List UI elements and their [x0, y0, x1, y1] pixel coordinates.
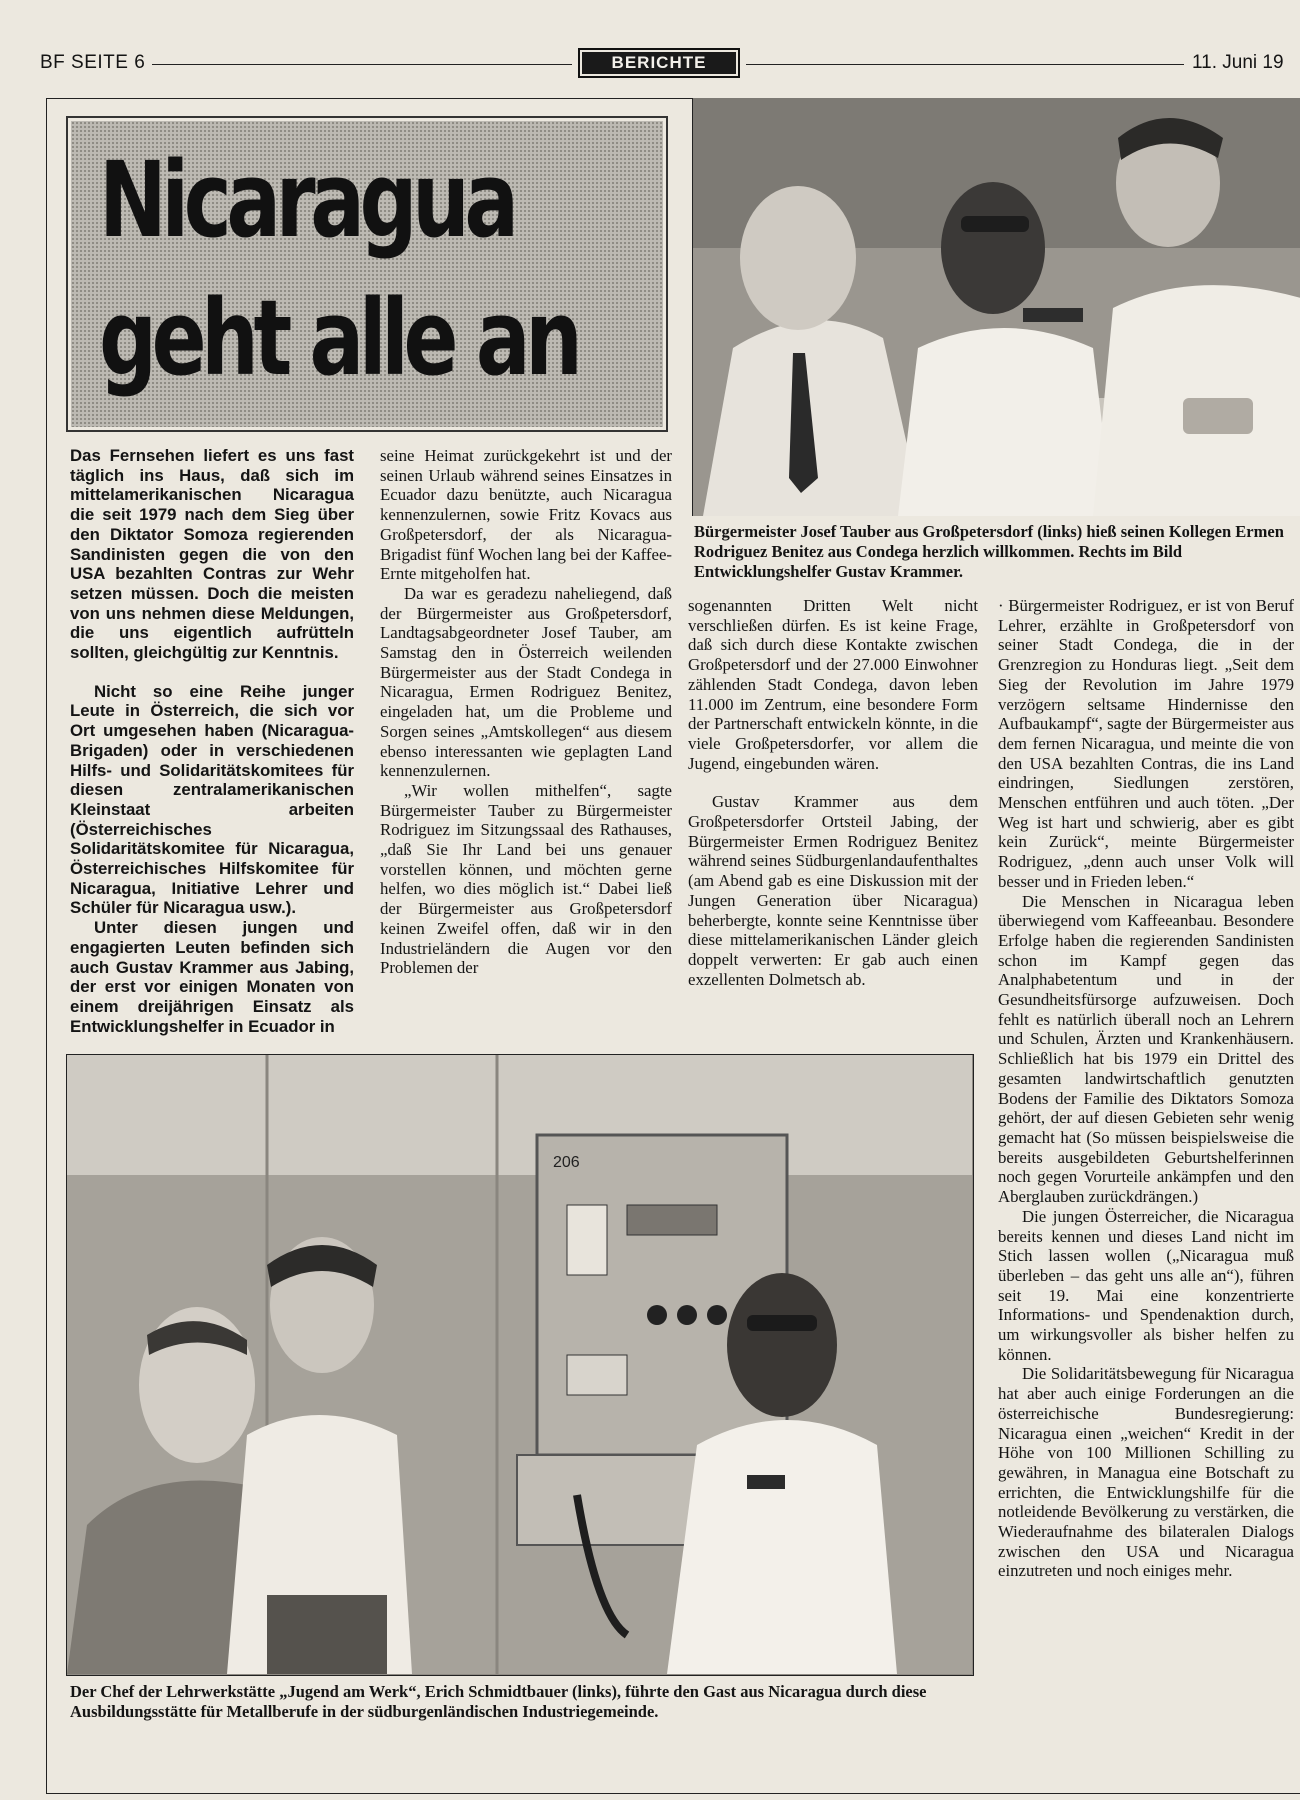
paragraph: sogenannten Dritten Welt nicht verschließen dürfen. Es ist keine Frage, daß sich durch diese Kontakte zwischen Großpetersdorf und der 27.000 Einwohner zählenden Stadt Condega, davon leben 11.000 im Zentrum, eine besondere Form der Partnerschaft entwickeln könnte, in die viele Großpetersdorfer, vor allem die Jugend, eingebunden wären. — [688, 596, 978, 773]
headline-screen — [71, 121, 663, 427]
issue-date: 11. Juni 19 — [1192, 52, 1284, 73]
paragraph: Die jungen Österreicher, die Nicaragua bereits kennen und dieses Land nicht im Stich lassen wollen („Nicaragua muß überleben – das geht uns alle an“), führen seit 19. Mai eine konzentrierte Informations- und Spendenaktion durch, um wirkungsvoller als bisher helfen zu können. — [998, 1206, 1294, 1364]
section-badge — [578, 48, 740, 78]
article-column-4 — [998, 596, 1294, 1581]
photo-caption-bottom: Der Chef der Lehrwerkstätte „Jugend am Werk“, Erich Schmidtbauer (links), führte den Gast aus Nicaragua durch diese Ausbildungsstätte für Metallberufe in der südburgenländischen Industriegemeinde. — [70, 1682, 927, 1721]
photo-icon — [67, 1055, 972, 1674]
paragraph: Da war es geradezu naheliegend, daß der Bürgermeister aus Großpetersdorf, Landtagsabgeordneter Josef Tauber, am Samstag den in Österreich weilenden Bürgermeister aus der Stadt Condega in Nicaragua, Ermen Rodriguez Benitez, eingeladen hat, um die Probleme und Sorgen seines „Amtskollegen“ aus diesem ebenso interessanten wie geplagten Land kennenzulernen. — [380, 583, 672, 781]
photo-caption-top: Bürgermeister Josef Tauber aus Großpetersdorf (links) hieß seinen Kollegen Ermen Rodriguez Benitez aus Condega herzlich willkommen. Rechts im Bild Entwicklungshelfer Gustav Krammer. — [694, 522, 1284, 581]
article-column-3 — [688, 596, 978, 989]
paragraph: Nicht so eine Reihe junger Leute in Österreich, die sich vor Ort umgesehen haben (Nicaragua-Brigaden) oder in verschiedenen Hilfs- und Solidaritätskomitees für diesen zentralamerikanischen Kleinstaat arbeiten (Österreichisches Solidaritätskomitee für Nicaragua, Österreichisches Hilfskomitee für Nicaragua, Initiative Lehrer und Schüler für Nicaragua usw.). — [70, 681, 354, 918]
article-lead — [70, 446, 354, 1036]
header-rule-right — [746, 64, 1184, 65]
photo-icon — [693, 98, 1300, 516]
article-column-2 — [380, 446, 672, 978]
paragraph: „Wir wollen mithelfen“, sagte Bürgermeister Tauber zu Bürgermeister Rodriguez im Sitzungssaal des Rathauses, „daß Sie Ihr Land bei uns genauer vorstellen können, und möchten gerne helfen, wo dies möglich ist.“ Dabei ließ der Bürgermeister aus Großpetersdorf keinen Zweifel offen, daß wir in den Industrieländern die Augen vor den Problemen der — [380, 780, 672, 978]
paragraph: · Bürgermeister Rodriguez, er ist von Beruf Lehrer, erzählte in Großpetersdorf von seiner Stadt Condega, die in der Grenzregion zu Honduras liegt. „Seit dem Sieg der Revolution im Jahre 1979 verzögern seltsame Hindernisse den Aufbaukampf“, sagte der Bürgermeister aus dem fernen Nicaragua, und meinte die von den USA bezahlten Contras, die ins Land eindringen, Siedlungen zerstören, Menschen entführen und auch töten. „Der Weg ist hart und schwierig, aber es gibt kein Zurück“, meinte Bürgermeister Rodriguez, „denn auch unser Volk will besser und in Frieden leben.“ — [998, 596, 1294, 891]
paragraph: Gustav Krammer aus dem Großpetersdorfer Ortsteil Jabing, der Bürgermeister Ermen Rodriguez Benitez während seines Südburgenlandaufenthaltes (am Abend gab es eine Diskussion mit der Jungen Generation über Nicaragua) beherbergte, konnte seine Kenntnisse über diese mittelamerikanischen Länder gleich doppelt verwerten: Er gab auch einen exzellenten Dolmetsch ab. — [688, 792, 978, 989]
paragraph: Die Solidaritätsbewegung für Nicaragua hat aber auch einige Forderungen an die österreichische Bundesregierung: Nicaragua einen „weichen“ Kredit in der Höhe von 100 Millionen Schilling zu gewähren, in Managua eine Botschaft zu errichten, die Entwicklungshilfe für die notleidende Bevölkerung zu verstärken, die Wiederaufnahme des bilateralen Dialogs zwischen den USA und Nicaragua einzutreten und noch einiges mehr. — [998, 1364, 1294, 1581]
paragraph: Die Menschen in Nicaragua leben überwiegend vom Kaffeeanbau. Besondere Erfolge haben die regierenden Sandinisten schon im Kampf gegen das Analphabetentum und in der Gesundheitsfürsorge aufzuweisen. Doch fehlt es natürlich überall noch an Lehrern und Schulen, Ärzten und Krankenhäusern. Schließlich hat bis 1979 ein Drittel des gesamten landwirtschaftlich genutzten Bodens der Familie des Diktators Somoza gehört, der auf diesen Gebieten sehr wenig gemacht hat (So müssen beispielsweise die bereits ausgebildeten Geburtshelferinnen noch gegen Vorurteile ankämpfen und den Aberglauben zurückdrängen.) — [998, 891, 1294, 1207]
photo-mayors-greeting — [692, 98, 1300, 516]
header-rule-left — [152, 64, 572, 65]
lead-text: Das Fernsehen liefert es uns fast täglich ins Haus, daß sich im mittelamerikanischen Nicaragua die seit 1979 nach dem Sieg über den Diktator Somoza regierenden Sandinisten gegen die von den USA bezahlten Contras zur Wehr setzen müssen. Doch die meisten von uns nehmen diese Meldungen, die uns eigentlich aufrütteln sollten, gleichgültig zur Kenntnis. — [70, 446, 354, 663]
paragraph: Unter diesen jungen und engagierten Leuten befinden sich auch Gustav Krammer aus Jabing, der erst vor einigen Monaten von einem dreijährigen Einsatz als Entwicklungshelfer in Ecuador in — [70, 918, 354, 1036]
headline-box — [66, 116, 668, 432]
paragraph: seine Heimat zurückgekehrt ist und der seinen Urlaub während seines Einsatzes in Ecuador dazu benützte, auch Nicaragua kennenzulernen, sowie Fritz Kovacs aus Großpetersdorf, der als Nicaragua-Brigadist fünf Wochen lang bei der Kaffee-Ernte mitgeholfen hat. — [380, 446, 672, 584]
panel-label: 206 — [553, 1154, 580, 1171]
headline-line-2: geht alle an — [99, 277, 578, 399]
headline-line-1: Nicaragua — [99, 139, 514, 261]
photo-workshop-visit — [66, 1054, 974, 1676]
section-title: BERICHTE — [582, 52, 736, 74]
page-label: BF SEITE 6 — [40, 52, 146, 73]
